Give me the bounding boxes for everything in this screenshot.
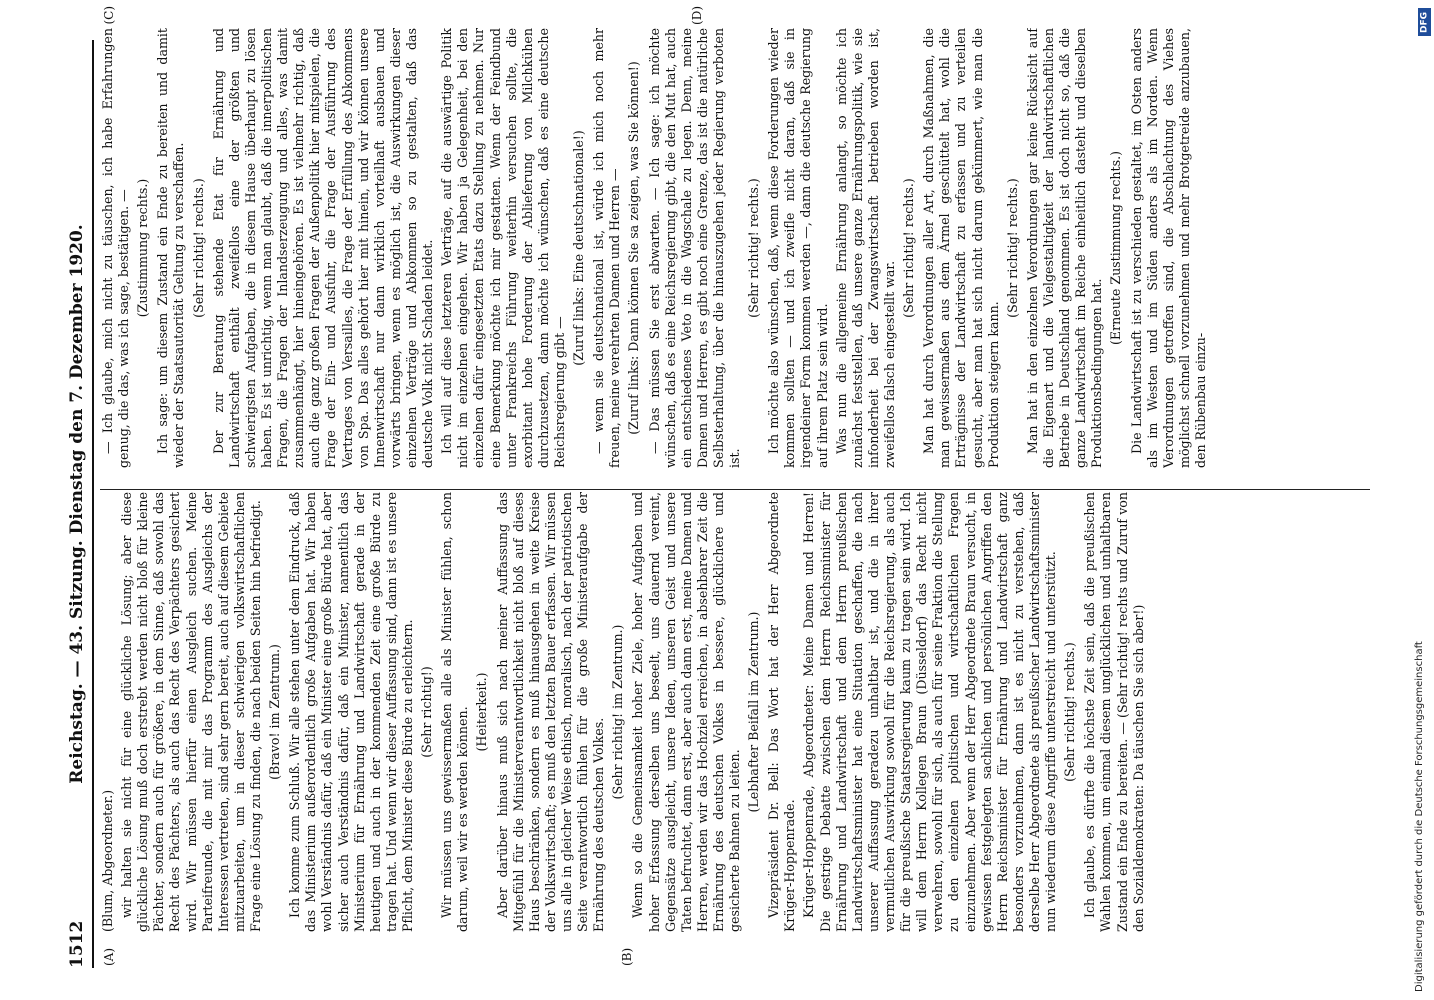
margin-marker-d: (D) <box>690 6 704 25</box>
interjection: (Bravo! im Zentrum.) <box>267 644 283 780</box>
interjection: (Zuruf links: Eine deutschnationale!) <box>571 130 587 366</box>
interjection: (Heiterkeit.) <box>474 672 490 752</box>
watermark-text: Digitalisierung gefördert durch die Deutsche Forschungsgemeinschaft <box>1414 641 1425 992</box>
interjection: (Zustimmung rechts.) <box>135 178 151 318</box>
chair-announcement: Vizepräsident Dr. Bell: Das Wort hat der Herr Abgeordnete Krüger-Hoppenrade. <box>766 492 798 932</box>
digitization-watermark <box>1412 8 1434 992</box>
paragraph: Man hat durch Verordnungen aller Art, durch Maßnahmen, die man gewissermaßen aus dem Ärmel geschüttelt hat, wohl die Erträgnisse der Landwirtschaft zu erfassen und zu verteilen gesucht, aber man hat sich nicht darum gekümmert, wie man die Produktion steigern kann. <box>921 28 1001 468</box>
paragraph: Wir müssen uns gewissermaßen alle als Minister fühlen, schon darum, weil wir es werden können. <box>439 492 471 932</box>
paragraph: Ich will auf diese letzteren Verträge, auf die auswärtige Politik nicht im einzelnen eingehen. Wir haben ja Gelegenheit, bei den einzelnen dafür eingesetzten Etats dazu Stellung zu nehmen. Nur eine Bemerkung möchte ich mir gestatten. Wenn der Feindbund unter Frankreichs Führung weiterhin versuchen sollte, die exorbitant hohe Forderung der Ablieferung von Milchkühen durchzusetzen, dann möchte ich wünschen, daß es eine deutsche Reichsregierung gibt — <box>439 28 567 468</box>
interjection: (Zuruf links: Dann können Sie sa zeigen, was Sie können!) <box>626 61 642 435</box>
left-column <box>100 492 1370 932</box>
interjection: (Sehr richtig! im Zentrum.) <box>610 624 626 800</box>
interjection: (Sehr richtig!) <box>419 666 435 758</box>
paragraph: Ich möchte also wünschen, daß, wenn diese Forderungen wieder kommen sollten — und ich zweifle nicht daran, daß sie in irgendeiner Form kommen werden —, dann die deutsche Regierung auf ihrem Platz sein wird. <box>766 28 830 468</box>
paragraph: Die Landwirtschaft ist zu verschieden gestaltet, im Osten anders als im Westen und im Süden anders als im Norden. Wenn Verordnungen getroffen sind, die Abschlachtung des Viehes möglichst schnell vorzunehmen und mehr Brotgetreide anzubauen, den Rübenbau einzu- <box>1128 28 1208 468</box>
margin-marker-a: (A) <box>102 947 116 966</box>
dfg-logo: DFG <box>1418 8 1431 36</box>
paragraph: — Ich glaube, mich nicht zu täuschen, ich habe Erfahrungen genug, die das, was ich sage, bestätigen. — <box>100 28 132 468</box>
interjection: (Sehr richtig! rechts.) <box>190 178 206 318</box>
paragraph: Wenn so die Gemeinsamkeit hoher Ziele, hoher Aufgaben und hoher Erfassung derselben uns beseelt, uns dauernd vereint, Gegensätze ausgleicht, unsere Ideen, unseren Geist und unsere Taten befruchtet, dann erst, aber auch dann erst, meine Damen und Herren, werden wir das Hochziel erreichen, in absehbarer Zeit die Ernährung des deutschen Volkes in bessere, glücklichere und gesicherte Bahnen zu leiten. <box>630 492 743 932</box>
paragraph: wir halten sie nicht für eine glückliche Lösung; aber diese glückliche Lösung muß doch erstrebt werden nicht bloß für kleine Pächter, sondern auch für größere, in dem Sinne, daß sowohl das Recht des Pächters, als auch das Recht des Verpächters gesichert wird. Wir müssen hierfür einen Ausgleich suchen. Meine Parteifreunde, die mit mir das Programm des Ausgleichs der Interessen vertreten, sind sehr gern bereit, auch auf diesem Gebiete mitzuarbeiten, um in dieser schwierigen volkswirtschaftlichen Frage eine Lösung zu finden, die nach beiden Seiten hin befriedigt. <box>119 492 263 932</box>
margin-marker-b: (B) <box>620 947 634 966</box>
interjection: (Sehr richtig! rechts.) <box>746 178 762 318</box>
column-divider <box>100 489 1370 490</box>
interjection: (Sehr richtig! rechts.) <box>901 178 917 318</box>
paragraph: — Das müssen Sie erst abwarten. — Ich sage: ich möchte wünschen, daß es eine Reichsregierung gibt, die den Mut hat, auch ein entschiedenes Veto in die Wagschale zu legen. Denn, meine Damen und Herren, es gibt noch eine Grenze, das ist die natürliche Selbsterhaltung, über die hinauszugehen jeder Regierung verboten ist. <box>646 28 743 468</box>
interjection: (Sehr richtig! rechts.) <box>1004 178 1020 318</box>
right-column <box>100 28 1370 468</box>
speaker-label: (Blum, Abgeordneter.) <box>100 789 115 932</box>
interjection: (Erneute Zustimmung rechts.) <box>1108 151 1124 345</box>
paragraph: Krüger-Hoppenrade, Abgeordneter: Meine Damen und Herren! Die gestrige Debatte zwischen dem Herrn Reichsminister für Ernährung und Landwirtschaft und dem Herrn preußischen Landwirtschaftsminister hat eine Situation geschaffen, die nach unserer Auffassung geradezu unhaltbar ist, und die in ihrer vermutlichen Auswirkung sowohl für die Reichsregierung, als auch für die preußische Staatsregierung kaum zu tragen sein wird. Ich will dem Herrn Kollegen Braun (Düsseldorf) das Recht nicht verwehren, sowohl für sich, als auch für seine Fraktion die Stellung zu den einzelnen politischen und wirtschaftlichen Fragen einzunehmen. Aber wenn der Herr Abgeordnete Braun versucht, in gewissen festgelegten sachlichen und persönlichen Angriffen den Herrn Reichsminister für Ernährung und Landwirtschaft ganz besonders vorzunehmen, dann ist es nicht zu verstehen, daß derselbe Herr Abgeordnete als preußischer Landwirtschaftsminister nun wiederum diese Angriffe unterstreicht und unterstützt. <box>801 492 1059 932</box>
interjection: (Sehr richtig! rechts.) <box>1062 642 1078 782</box>
paragraph: Man hat in den einzelnen Verordnungen gar keine Rücksicht auf die Eigenart und die Vielgestaltigkeit der landwirtschaftlichen Betriebe in Deutschland genommen. Es ist doch nicht so, daß die ganze Landwirtschaft im Reiche einheitlich dasteht und dieselben Produktionsbedingungen hat. <box>1024 28 1105 468</box>
page-number: 1512 <box>67 920 88 968</box>
paragraph: Ich komme zum Schluß. Wir alle stehen unter dem Eindruck, daß das Ministerium außerordentlich große Aufgaben hat. Wir haben wohl Verständnis dafür, daß ein Minister eine große Bürde hat, aber sicher auch Verständnis dafür, daß ein Minister, namentlich das Ministerium für Ernährung und Landwirtschaft gerade in der heutigen und auch in der kommenden Zeit eine große Bürde zu tragen hat. Und wenn wir dieser Auffassung sind, dann ist es unsere Pflicht, dem Minister diese Bürde zu erleichtern. <box>287 492 415 932</box>
paragraph: — wenn sie deutschnational ist, würde ich mich noch mehr freuen, meine verehrten Damen und Herren — <box>591 28 623 468</box>
page-header <box>62 40 94 968</box>
running-title: Reichstag. — 43. Sitzung. Dienstag den 7. Dezember 1920. <box>67 224 88 784</box>
paragraph: Aber darüber hinaus muß sich nach meiner Auffassung das Mitgefühl für die Ministerverantwortlichkeit nicht bloß auf dieses Haus beschränken, sondern es muß hinausgehen in weite Kreise der Volkswirtschaft; es muß den letzten Bauer erfassen. Wir müssen uns alle in gleicher Weise ethisch, moralisch, nach der patriotischen Seite verantwortlich fühlen für die große Ministeraufgabe der Ernährung des deutschen Volkes. <box>494 492 607 932</box>
paragraph: Der zur Beratung stehende Etat für Ernährung und Landwirtschaft enthält zweifellos eine der größten und schwierigsten Aufgaben, die in diesem Hause überhaupt zu lösen haben. Es ist unrichtig, wenn man glaubt, daß die innerpolitischen Fragen, die Fragen der Inlandserzeugung und alles, was damit zusammenhängt, hier hineingehören. Es ist vielmehr richtig, daß auch die ganz großen Fragen der Außenpolitik hier mitspielen, die Frage der Ein- und Ausfuhr, die Frage der Ausführung des Vertrages von Versailles, die Frage der Erfüllung des Abkommens von Spa. Das alles gehört hier mit hinein, und wir können unsere Innenwirtschaft nur dann wirklich vorteilhaft ausbauen und vorwärts bringen, wenn es möglich ist, die Auswirkungen dieser einzelnen Verträge und Abkommen so zu gestalten, daß das deutsche Volk nicht Schaden leidet. <box>210 28 436 468</box>
margin-marker-c: (C) <box>102 6 116 25</box>
interjection: (Lebhafter Beifall im Zentrum.) <box>746 611 762 813</box>
paragraph: Was nun die allgemeine Ernährung anlangt, so möchte ich zunächst feststellen, daß unsere ganze Ernährungspolitik, wie sie infonderheit bei der Zwangswirtschaft betrieben worden ist, zweifellos falsch eingestellt war. <box>833 28 898 468</box>
paragraph: Ich sage: um diesem Zustand ein Ende zu bereiten und damit wieder der Staatsautorität Geltung zu verschaffen. <box>155 28 187 468</box>
paragraph: Ich glaube, es dürfte die höchste Zeit sein, daß die preußischen Wahlen kommen, um einmal diesem unglücklichen und unhaltbaren Zustand ein Ende zu bereiten. — (Sehr richtig! rechts und Zuruf von den Sozialdemokraten: Da täuschen Sie sich aber!) <box>1082 492 1146 932</box>
